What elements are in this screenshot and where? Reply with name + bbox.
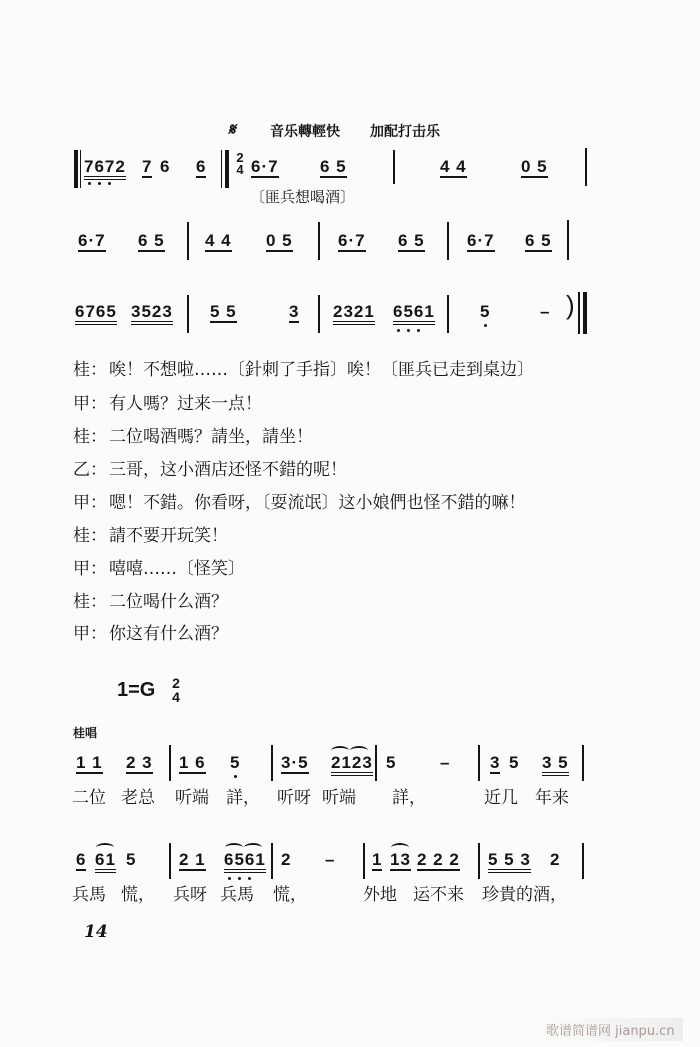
barline	[318, 222, 320, 260]
speaker: 甲：	[73, 394, 107, 414]
note-group: 2123	[331, 754, 373, 776]
low-octave-dot	[98, 182, 101, 185]
note-group: 6561	[393, 303, 435, 325]
speaker: 乙：	[73, 460, 107, 480]
dialogue-line	[73, 624, 228, 644]
dialogue-line	[73, 559, 245, 579]
repeat-end-barline	[225, 150, 229, 188]
barline	[582, 843, 584, 879]
low-octave-dot	[228, 877, 231, 880]
page-number: 14	[84, 922, 108, 942]
time-bottom: 4	[236, 162, 244, 177]
barline	[271, 745, 273, 781]
segno-sign: 𝄋	[228, 120, 236, 140]
note-group: 6 5	[525, 231, 552, 250]
tempo-direction: 音乐轉輕快	[270, 124, 340, 140]
note: 5	[386, 753, 397, 772]
note: 1	[372, 850, 383, 869]
low-octave-dot	[248, 877, 251, 880]
note-group: 1 1	[76, 753, 103, 772]
barline	[187, 295, 189, 333]
note: 5	[509, 753, 520, 772]
barline	[567, 220, 569, 260]
line-text: 二位喝什么酒？	[109, 592, 228, 612]
speaker: 甲：	[73, 493, 107, 513]
line-text: 嗯！不錯。你看呀，〔耍流氓〕这小娘們也怪不錯的嘛！	[109, 493, 526, 513]
barline	[393, 150, 395, 184]
time-signature	[170, 676, 182, 704]
note-group: 7672	[84, 158, 126, 180]
barline	[80, 150, 81, 188]
barline	[169, 745, 171, 781]
note-group: 3·5	[281, 753, 309, 772]
lyric: 兵呀	[173, 885, 207, 905]
line-text: 二位喝酒嗎？請坐，請坐！	[109, 427, 313, 447]
note-group: 6·7	[467, 231, 495, 250]
note-group: 4 4	[205, 231, 232, 250]
note: 2	[550, 850, 561, 869]
lyric: 詳，	[392, 788, 426, 808]
low-octave-dot	[238, 877, 241, 880]
dash-sustain: –	[325, 850, 336, 869]
note-group: 6765	[75, 303, 117, 325]
low-octave-dot	[397, 329, 400, 332]
speaker: 甲：	[73, 559, 107, 579]
note-group: 2321	[333, 303, 375, 325]
note-group: 3 5	[542, 754, 569, 776]
barline	[169, 843, 171, 879]
note-group: 6·7	[78, 231, 106, 250]
line-text: 請不要开玩笑！	[109, 526, 228, 546]
note: 6	[196, 157, 207, 176]
note-group: 2 1	[179, 850, 206, 869]
lyric: 听呀	[277, 788, 311, 808]
lyric: 慌，	[273, 885, 307, 905]
lyric: 慌，	[121, 885, 155, 905]
speaker: 桂：	[73, 592, 107, 612]
barline	[447, 222, 449, 260]
note: 3	[490, 753, 501, 772]
lyric: 詳，	[226, 788, 260, 808]
lyric: 外地	[363, 885, 397, 905]
lyric: 听端	[322, 788, 356, 808]
lyric: 年来	[535, 788, 569, 808]
speaker: 甲：	[73, 624, 107, 644]
barline	[363, 843, 365, 879]
note-group: 4 4	[440, 157, 467, 176]
barline	[187, 222, 189, 260]
barline	[585, 148, 587, 186]
time-bottom: 4	[172, 689, 180, 705]
watermark: 歌谱简谱网 jianpu.cn	[538, 1018, 683, 1041]
line-text: 有人嗎？过来一点！	[109, 394, 262, 414]
note: 2	[281, 850, 292, 869]
dialogue-line	[73, 460, 347, 480]
dialogue-line	[73, 394, 262, 414]
low-octave-dot	[417, 329, 420, 332]
note: 7	[142, 157, 153, 176]
singer-label: 桂唱	[73, 726, 98, 740]
dialogue-line	[73, 360, 534, 380]
line-text: 唉！不想啦……〔針刺了手指〕唉！〔匪兵已走到桌边〕	[109, 360, 534, 380]
note-group: 5 5	[210, 302, 237, 321]
low-octave-dot	[88, 182, 91, 185]
time-top: 2	[236, 150, 244, 165]
line-text: 嘻嘻……〔怪笑〕	[109, 559, 245, 579]
note: 5	[230, 753, 241, 772]
note-group: 1 6	[179, 753, 206, 772]
lyric: 近几	[484, 788, 518, 808]
barline	[318, 295, 320, 333]
double-barline	[578, 292, 580, 334]
dash-sustain: –	[440, 753, 451, 772]
lyric: 珍貴的酒，	[482, 885, 567, 905]
stage-note: 〔匪兵想喝酒〕	[250, 188, 356, 206]
note-group: 61	[95, 851, 116, 873]
speaker: 桂：	[73, 526, 107, 546]
barline	[478, 745, 480, 781]
lyric: 听端	[175, 788, 209, 808]
percussion-direction: 加配打击乐	[370, 124, 440, 140]
note-group: 5 5 3	[488, 851, 531, 873]
note-group: 3523	[131, 303, 173, 325]
dialogue-line	[73, 427, 313, 447]
note-group: 13	[390, 850, 411, 869]
note-group: 6·7	[338, 231, 366, 250]
low-octave-dot	[108, 182, 111, 185]
repeat-start-barline	[74, 150, 78, 188]
note-group: 0 5	[521, 157, 548, 176]
key-signature: 1=G	[117, 679, 156, 701]
note: 6	[76, 850, 87, 869]
time-top: 2	[172, 675, 180, 691]
note-group: 2 2 2	[417, 850, 460, 869]
dialogue-line	[73, 493, 526, 513]
speaker: 桂：	[73, 360, 107, 380]
barline	[221, 150, 222, 188]
lyric: 兵馬	[72, 885, 106, 905]
barline	[478, 843, 480, 879]
note-group: 2 3	[126, 753, 153, 772]
note-group: 6 5	[138, 231, 165, 250]
speaker: 桂：	[73, 427, 107, 447]
low-octave-dot	[484, 324, 487, 327]
note: 5	[126, 850, 137, 869]
dialogue-line	[73, 592, 228, 612]
barline	[375, 745, 377, 781]
note-group: 0 5	[266, 231, 293, 250]
note-group: 6561	[224, 851, 266, 873]
close-paren: )	[566, 290, 576, 320]
line-text: 你这有什么酒？	[109, 624, 228, 644]
barline	[582, 745, 584, 781]
line-text: 三哥，这小酒店还怪不錯的呢！	[109, 460, 347, 480]
dash-sustain: –	[540, 302, 551, 321]
low-octave-dot	[407, 329, 410, 332]
lyric: 运不来	[413, 885, 464, 905]
barline	[271, 843, 273, 879]
note-group: 6·7	[251, 157, 279, 176]
low-octave-dot	[234, 775, 237, 778]
barline	[447, 295, 449, 333]
note: 3	[289, 302, 300, 321]
lyric: 兵馬	[220, 885, 254, 905]
dialogue-line	[73, 526, 228, 546]
note: 6	[160, 157, 171, 176]
lyric: 二位	[72, 788, 106, 808]
double-barline-thick	[583, 292, 587, 334]
note: 5	[480, 302, 491, 321]
note-group: 6 5	[398, 231, 425, 250]
time-signature	[234, 152, 246, 176]
note-group: 6 5	[320, 157, 347, 176]
lyric: 老总	[121, 788, 155, 808]
